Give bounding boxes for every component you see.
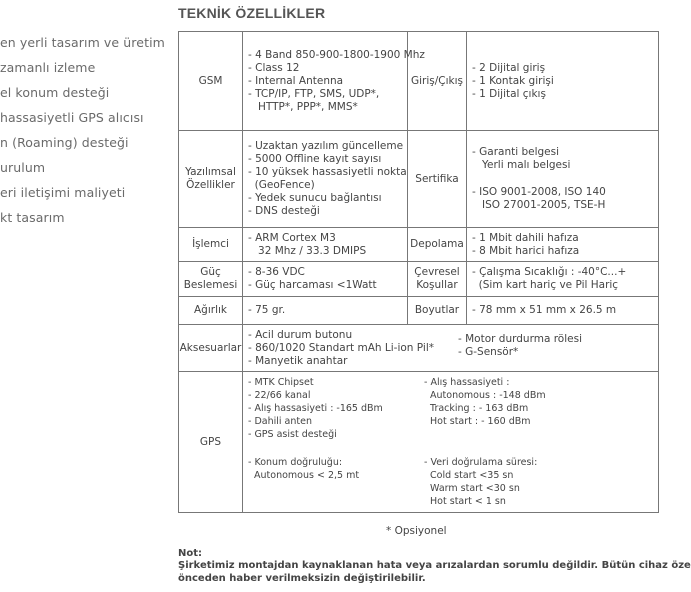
- feature-item: el konum desteği: [0, 85, 110, 100]
- environment-label-1: Çevresel: [414, 266, 460, 278]
- spec-row-weight: [179, 297, 659, 325]
- note-text: [178, 560, 691, 585]
- accessory-line: - G-Sensör*: [458, 345, 519, 358]
- certificate-line: - Garanti belgesi: [472, 146, 560, 158]
- feature-item: hassasiyetli GPS alıcısı: [0, 110, 144, 125]
- spec-value-gsm: [243, 32, 425, 131]
- optional-footnote: * Opsiyonel: [386, 525, 447, 537]
- software-label-2: Özellikler: [186, 179, 235, 191]
- gps-line: Tracking : - 163 dBm: [424, 403, 529, 414]
- spec-label-accessories: [179, 325, 243, 372]
- processor-line: 32 Mhz / 33.3 DMIPS: [248, 244, 367, 257]
- software-line: - Yedek sunucu bağlantısı: [248, 192, 382, 204]
- spec-value-software: [243, 131, 408, 228]
- weight-label: Ağırlık: [194, 304, 227, 316]
- spec-value-storage: [467, 228, 659, 262]
- note-line: Şirketimiz montajdan kaynaklanan hata veya arızalardan sorumlu değildir. Bütün cihaz öze: [178, 560, 691, 571]
- certificate-label: Sertifika: [415, 172, 459, 185]
- feature-item: zamanlı izleme: [0, 60, 96, 75]
- spec-label-gps: [179, 372, 243, 513]
- io-line: - 1 Dijital çıkış: [472, 87, 546, 100]
- spec-label-gsm: [179, 32, 243, 131]
- accessory-line: - 860/1020 Standart mAh Li-ion Pil*: [248, 341, 434, 354]
- gps-line: Hot start : - 160 dBm: [424, 416, 531, 427]
- gps-line: - GPS asist desteği: [248, 429, 337, 440]
- io-line: - 1 Kontak girişi: [472, 74, 554, 87]
- spec-value-environment: [467, 262, 659, 297]
- gps-line: - Konum doğruluğu:: [248, 457, 343, 468]
- environment-label-2: Koşullar: [416, 279, 458, 291]
- spec-label-processor: [179, 228, 243, 262]
- spec-value-gps: [243, 372, 659, 513]
- gps-line: - MTK Chipset: [248, 377, 314, 388]
- power-line: - 8-36 VDC: [248, 266, 305, 278]
- spec-row-power: [179, 262, 659, 297]
- processor-label: İşlemci: [192, 238, 229, 250]
- spec-value-dimensions: [467, 297, 659, 325]
- note-line: önceden haber verilmeksizin değiştirilebilir.: [178, 572, 426, 584]
- gps-line: - Alış hassasiyeti :: [424, 377, 510, 388]
- power-label-2: Beslemesi: [183, 279, 238, 291]
- spec-label-storage: [408, 228, 467, 262]
- accessory-line: - Motor durdurma rölesi: [458, 332, 582, 345]
- spec-label-environment: [408, 262, 467, 297]
- feature-item: kt tasarım: [0, 210, 65, 225]
- spec-label-dimensions: [408, 297, 467, 325]
- io-line: - 2 Dijital giriş: [472, 61, 546, 74]
- io-label: Giriş/Çıkış: [410, 74, 463, 87]
- gps-line: - Dahili anten: [248, 416, 312, 427]
- gsm-line: - 4 Band 850-900-1800-1900 Mhz: [248, 48, 425, 61]
- gps-line: Warm start <30 sn: [424, 483, 520, 494]
- spec-label-software: [179, 131, 243, 228]
- spec-value-io: [467, 32, 659, 131]
- dimensions-label: Boyutlar: [414, 304, 460, 316]
- spec-value-weight: [243, 297, 408, 325]
- feature-item: n (Roaming) desteği: [0, 135, 129, 150]
- spec-label-certificate: [408, 131, 467, 228]
- spec-row-accessories: [179, 325, 659, 372]
- accessory-line: - Acil durum butonu: [248, 328, 353, 341]
- certificate-line: ISO 27001-2005, TSE-H: [472, 199, 606, 211]
- gsm-line: - TCP/IP, FTP, SMS, UDP*,: [248, 87, 380, 100]
- gps-label: GPS: [199, 435, 222, 448]
- spec-label-weight: [179, 297, 243, 325]
- gsm-label: GSM: [198, 74, 223, 87]
- software-line: - 10 yüksek hassasiyetli nokta: [248, 166, 407, 178]
- gps-line: Cold start <35 sn: [424, 470, 514, 481]
- spec-row-processor: [179, 228, 659, 262]
- note-title: Not:: [178, 548, 203, 559]
- gsm-line: HTTP*, PPP*, MMS*: [248, 100, 358, 113]
- gsm-line: - Internal Antenna: [248, 74, 344, 87]
- feature-item: eri iletişimi maliyeti: [0, 185, 126, 200]
- certificate-line: Yerli malı belgesi: [472, 159, 571, 171]
- spec-row-software: [179, 131, 659, 228]
- section-title: TEKNİK ÖZELLİKLER: [178, 5, 326, 21]
- power-label-1: Güç: [200, 266, 221, 278]
- spec-table: [178, 31, 659, 513]
- feature-list: [0, 30, 170, 230]
- gps-line: - 22/66 kanal: [248, 390, 311, 401]
- software-line: - DNS desteği: [248, 205, 320, 217]
- accessory-line: - Manyetik anahtar: [248, 354, 348, 367]
- spec-value-accessories: [243, 325, 659, 372]
- gps-line: - Alış hassasiyeti : -165 dBm: [248, 403, 383, 414]
- storage-line: - 8 Mbit harici hafıza: [472, 244, 580, 257]
- spec-value-certificate: [467, 131, 659, 228]
- certificate-line: - ISO 9001-2008, ISO 140: [472, 186, 606, 198]
- software-line: - 5000 Offline kayıt sayısı: [248, 153, 382, 165]
- storage-label: Depolama: [410, 238, 464, 250]
- spec-value-power: [243, 262, 408, 297]
- software-line: (GeoFence): [248, 179, 315, 191]
- spec-value-processor: [243, 228, 408, 262]
- gps-line: - Veri doğrulama süresi:: [424, 457, 538, 468]
- environment-line: (Sim kart hariç ve Pil Hariç: [472, 279, 619, 291]
- storage-line: - 1 Mbit dahili hafıza: [472, 231, 579, 244]
- accessories-label: Aksesuarlar: [179, 341, 242, 354]
- spec-label-power: [179, 262, 243, 297]
- gps-line: Hot start < 1 sn: [424, 496, 506, 507]
- weight-value: - 75 gr.: [248, 304, 286, 316]
- spec-label-io: [408, 32, 467, 131]
- spec-row-gps: [179, 372, 659, 513]
- spec-row-gsm: [179, 32, 659, 131]
- power-line: - Güç harcaması <1Watt: [248, 279, 377, 291]
- feature-item: urulum: [0, 160, 46, 175]
- dimensions-value: - 78 mm x 51 mm x 26.5 m: [472, 304, 617, 316]
- environment-line: - Çalışma Sıcaklığı : -40°C...+: [472, 266, 627, 278]
- feature-item: en yerli tasarım ve üretim: [0, 35, 165, 50]
- software-label-1: Yazılımsal: [185, 166, 236, 178]
- software-line: - Uzaktan yazılım güncelleme: [248, 140, 404, 152]
- processor-line: - ARM Cortex M3: [248, 231, 336, 244]
- gps-line: Autonomous < 2,5 mt: [248, 470, 360, 481]
- gsm-line: - Class 12: [248, 61, 300, 74]
- gps-line: Autonomous : -148 dBm: [424, 390, 546, 401]
